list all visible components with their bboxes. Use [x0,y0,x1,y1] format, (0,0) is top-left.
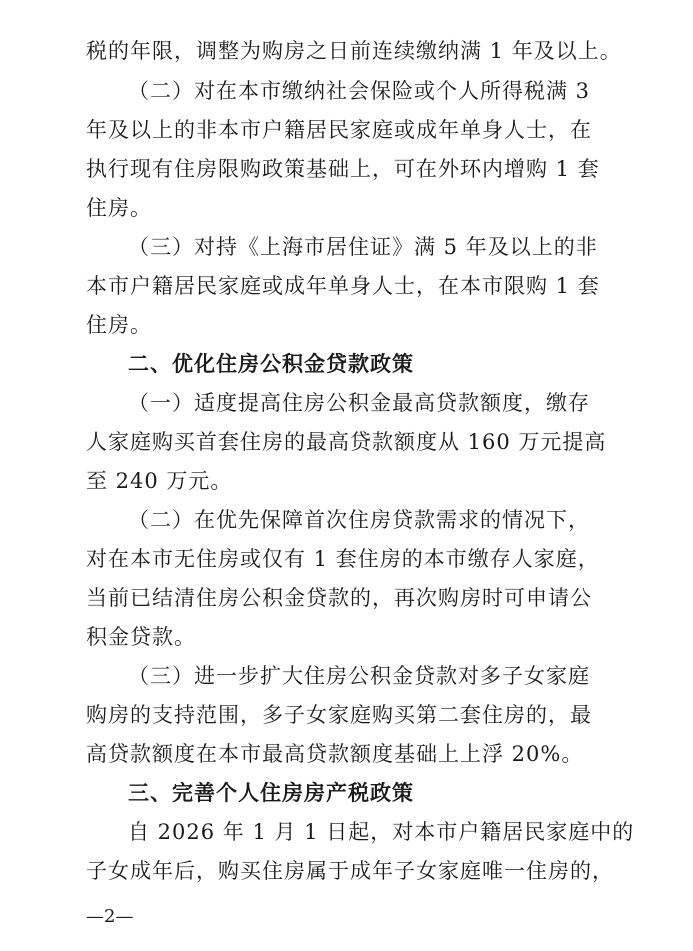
paragraph-line: （三）对持《上海市居住证》满 5 年及以上的非 [128,235,598,259]
paragraph-line: 年及以上的非本市户籍居民家庭或成年单身人士，在 [86,118,592,142]
paragraph-line: 执行现有住房限购政策基础上，可在外环内增购 1 套 [86,157,600,181]
paragraph-line: 购房的支持范围，多子女家庭购买第二套住房的，最 [86,703,592,727]
paragraph-line: 自 2026 年 1 月 1 日起，对本市户籍居民家庭中的 [128,820,635,844]
paragraph-line: 至 240 万元。 [86,469,233,493]
paragraph-line: 高贷款额度在本市最高贷款额度基础上上浮 20%。 [86,742,584,766]
page-number: —2— [86,906,134,927]
paragraph-line: 税的年限，调整为购房之日前连续缴纳满 1 年及以上。 [86,39,622,63]
paragraph-line: 人家庭购买首套住房的最高贷款额度从 160 万元提高 [86,430,607,454]
paragraph-line: （三）进一步扩大住房公积金贷款对多子女家庭 [128,664,590,688]
paragraph-line: 住房。 [86,313,152,337]
paragraph-line: 对在本市无住房或仅有 1 套住房的本市缴存人家庭， [86,547,600,571]
paragraph-line: 住房。 [86,196,152,220]
paragraph-line: （二）在优先保障首次住房贷款需求的情况下， [128,508,590,532]
paragraph-line: 本市户籍居民家庭或成年单身人士，在本市限购 1 套 [86,274,600,298]
section-heading: 三、完善个人住房房产税政策 [128,781,414,805]
paragraph-line: （二）对在本市缴纳社会保险或个人所得税满 3 [128,79,591,103]
paragraph-line: 当前已结清住房公积金贷款的，再次购房时可申请公 [86,586,592,610]
section-heading: 二、优化住房公积金贷款政策 [128,352,414,376]
paragraph-line: 子女成年后，购买住房属于成年子女家庭唯一住房的， [86,859,614,883]
paragraph-line: （一）适度提高住房公积金最高贷款额度，缴存 [128,391,590,415]
paragraph-line: 积金贷款。 [86,625,196,649]
